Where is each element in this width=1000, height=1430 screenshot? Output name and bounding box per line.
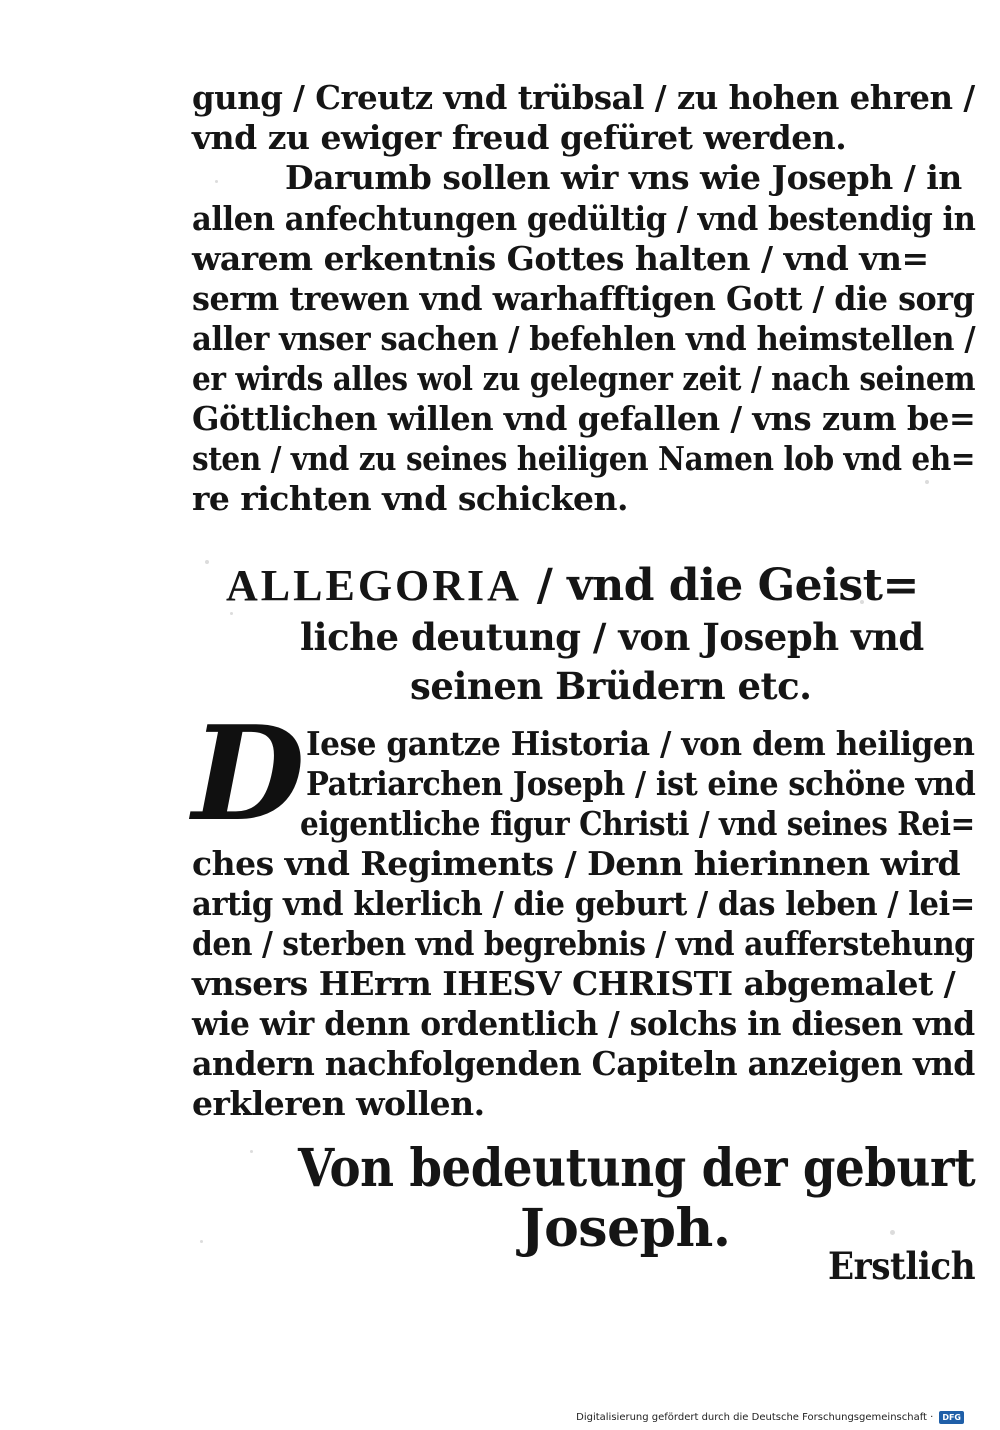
text-line: Göttlichen willen vnd gefallen / vns zum be= <box>192 399 976 438</box>
text-line: allen anfechtungen gedültig / vnd bestendig in <box>192 199 976 238</box>
text-line: Patriarchen Joseph / ist eine schöne vnd <box>306 764 976 803</box>
text-line: wie wir denn ordentlich / solchs in diesen vnd <box>192 1004 975 1043</box>
text-line: vnd zu ewiger freud gefüret werden. <box>192 118 847 157</box>
digitization-footer <box>576 1411 964 1424</box>
text-line: ches vnd Regiments / Denn hierinnen wird <box>192 844 961 883</box>
text-line: warem erkentnis Gottes halten / vnd vn= <box>192 239 929 278</box>
scan-speckle <box>890 1230 895 1235</box>
text-line: er wirds alles wol zu gelegner zeit / nach seinem <box>192 359 976 398</box>
text-line: sten / vnd zu seines heiligen Namen lob vnd eh= <box>192 439 976 478</box>
text-line: andern nachfolgenden Capiteln anzeigen vnd <box>192 1044 975 1083</box>
scan-speckle <box>200 1240 203 1243</box>
text-line: artig vnd klerlich / die geburt / das leben / lei= <box>192 884 975 923</box>
heading-caps: ALLEGORIA <box>226 561 522 610</box>
text-line: erkleren wollen. <box>192 1084 485 1123</box>
scan-speckle <box>215 180 218 183</box>
scan-speckle <box>925 480 929 484</box>
text-line: Iese gantze Historia / von dem heiligen <box>306 724 975 763</box>
section-heading-line: liche deutung / von Joseph vnd <box>300 615 924 659</box>
text-line: Darumb sollen wir vns wie Joseph / in <box>285 158 962 197</box>
scan-speckle <box>205 560 209 564</box>
dfg-logo: DFG <box>939 1411 964 1424</box>
scan-speckle <box>230 612 233 615</box>
text-line: re richten vnd schicken. <box>192 479 628 518</box>
drop-cap: D <box>192 697 305 850</box>
text-line: eigentliche figur Christi / vnd seines Rei= <box>300 804 975 843</box>
heading-rest: / vnd die Geist= <box>536 560 919 611</box>
text-line: den / sterben vnd begrebnis / vnd aufferstehung <box>192 924 975 963</box>
section-heading <box>226 560 919 611</box>
text-line: aller vnser sachen / befehlen vnd heimstellen / <box>192 319 976 358</box>
chapter-heading-line: Joseph. <box>520 1198 731 1259</box>
chapter-heading: Von bedeutung der geburt <box>298 1138 976 1199</box>
footer-credit: Digitalisierung gefördert durch die Deutsche Forschungsgemeinschaft · <box>576 1412 934 1423</box>
text-line: vnsers HErrn IHESV CHRISTI abgemalet / <box>192 964 956 1003</box>
text-line: serm trewen vnd warhafftigen Gott / die sorg <box>192 279 975 318</box>
text-line: gung / Creutz vnd trübsal / zu hohen ehren / <box>192 78 975 117</box>
scan-speckle <box>250 1150 253 1153</box>
catchword: Erstlich <box>828 1244 976 1288</box>
section-heading-line: seinen Brüdern etc. <box>410 664 812 708</box>
